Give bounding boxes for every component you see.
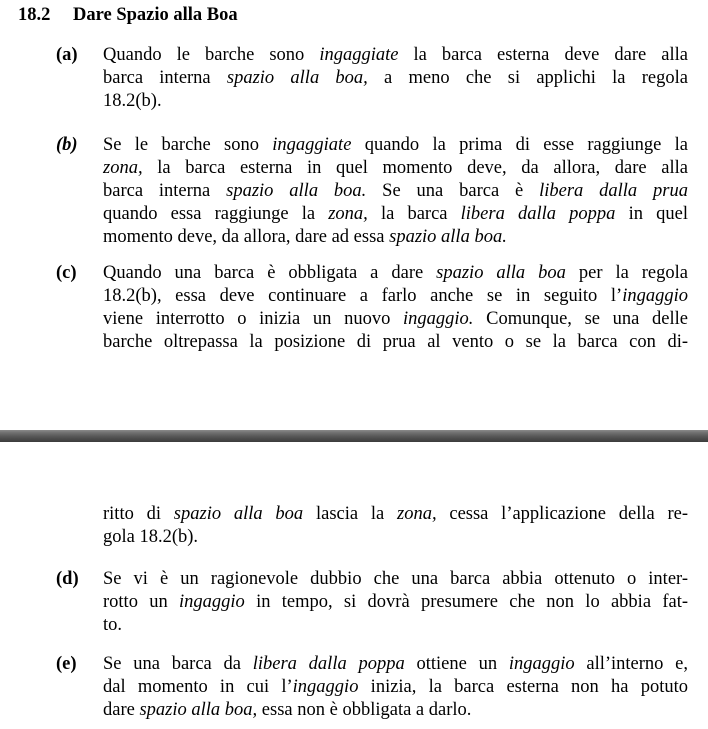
item-label-a: (a) xyxy=(56,45,78,65)
italic-term: zona, xyxy=(397,504,437,524)
text-run: Se una barca da xyxy=(103,654,253,674)
item-text-b xyxy=(103,134,688,249)
text-line xyxy=(103,676,688,699)
section-number: 18.2 xyxy=(18,5,51,25)
text-run: lascia la xyxy=(303,504,397,524)
text-line xyxy=(103,134,688,157)
italic-term: libera dalla poppa xyxy=(252,654,405,674)
text-line xyxy=(103,90,688,113)
italic-term: spazio alla boa. xyxy=(389,227,507,247)
item-text-d xyxy=(103,568,688,637)
text-run: Comunque, se una delle xyxy=(473,309,689,329)
page-break-divider xyxy=(0,430,708,442)
italic-term: zona, xyxy=(103,158,143,178)
text-run: barche oltrepassa la posizione di prua al vento o se la barca con di- xyxy=(103,332,688,352)
text-run: ottiene un xyxy=(404,654,509,674)
item-text-c xyxy=(103,262,688,354)
text-run: quando essa raggiunge la xyxy=(103,204,329,224)
item-label-c: (c) xyxy=(56,263,77,283)
italic-term: spazio alla boa. xyxy=(226,181,367,201)
text-line xyxy=(103,614,688,637)
item-text-a xyxy=(103,44,688,113)
text-line xyxy=(103,699,688,722)
text-run: a meno che si applichi la regola xyxy=(367,68,688,88)
italic-term: ingaggio xyxy=(292,677,359,697)
italic-term: spazio alla boa xyxy=(173,504,304,524)
text-line xyxy=(103,503,688,526)
text-run: 18.2(b). xyxy=(103,91,162,111)
text-line xyxy=(103,526,688,549)
text-line xyxy=(103,157,688,180)
text-line xyxy=(103,67,688,90)
text-run: essa non è obbligata a darlo. xyxy=(257,700,472,720)
text-line xyxy=(103,226,688,249)
italic-term: zona, xyxy=(328,204,368,224)
text-run: la barca esterna in quel momento deve, da allora, dare alla xyxy=(142,158,688,178)
text-run: all’interno e, xyxy=(574,654,689,674)
text-run: 18.2(b), essa deve continuare a farlo anche se in seguito l’ xyxy=(103,286,623,306)
text-run: ritto di xyxy=(103,504,174,524)
text-run: viene interrotto o inizia un nuovo xyxy=(103,309,404,329)
text-run: barca interna xyxy=(103,68,227,88)
text-line xyxy=(103,44,688,67)
italic-term: ingaggio xyxy=(622,286,688,306)
text-line xyxy=(103,180,688,203)
text-run: barca interna xyxy=(103,181,227,201)
text-run: to. xyxy=(103,615,123,635)
text-run: dare xyxy=(103,700,140,720)
text-run: quando la prima di esse raggiunge la xyxy=(351,135,688,155)
item-text-e xyxy=(103,653,688,722)
italic-term: ingaggiate xyxy=(272,135,352,155)
text-run: Se una barca è xyxy=(366,181,540,201)
item-label-b: (b) xyxy=(56,135,78,155)
text-run: per la regola xyxy=(565,263,688,283)
text-run: Se vi è un ragionevole dubbio che una barca abbia ottenuto o inter- xyxy=(103,569,688,589)
italic-term: ingaggio xyxy=(179,592,245,612)
text-line xyxy=(103,591,688,614)
text-line xyxy=(103,308,688,331)
italic-term: ingaggiate xyxy=(319,45,399,65)
text-line xyxy=(103,331,688,354)
text-run: Se le barche sono xyxy=(103,135,273,155)
item-label-e: (e) xyxy=(56,654,77,674)
item-label-d: (d) xyxy=(56,569,79,589)
text-line xyxy=(103,262,688,285)
italic-term: ingaggio xyxy=(508,654,575,674)
text-line xyxy=(103,203,688,226)
text-run: in quel xyxy=(615,204,688,224)
text-run: Quando le barche sono xyxy=(103,45,320,65)
italic-term: libera dalla poppa xyxy=(460,204,616,224)
text-run: gola 18.2(b). xyxy=(103,527,199,547)
text-run: Quando una barca è obbligata a dare xyxy=(103,263,437,283)
section-title: Dare Spazio alla Boa xyxy=(73,5,238,25)
text-run: momento deve, da allora, dare ad essa xyxy=(103,227,390,247)
text-run: la barca xyxy=(367,204,461,224)
italic-term: spazio alla boa xyxy=(436,263,566,283)
italic-term: ingaggio. xyxy=(403,309,474,329)
italic-term: libera dalla prua xyxy=(539,181,688,201)
text-run: dal momento in cui l’ xyxy=(103,677,293,697)
text-run: cessa l’applicazione della re- xyxy=(436,504,688,524)
text-line xyxy=(103,568,688,591)
text-run: in tempo, si dovrà presumere che non lo abbia fat- xyxy=(244,592,688,612)
text-line xyxy=(103,653,688,676)
text-run: la barca esterna deve dare alla xyxy=(398,45,688,65)
text-run: rotto un xyxy=(103,592,180,612)
italic-term: spazio alla boa, xyxy=(139,700,258,720)
italic-term: spazio alla boa, xyxy=(226,68,368,88)
section-heading xyxy=(18,4,238,27)
item-text-c-continued xyxy=(103,503,688,549)
text-run: inizia, la barca esterna non ha potuto xyxy=(358,677,688,697)
text-line xyxy=(103,285,688,308)
